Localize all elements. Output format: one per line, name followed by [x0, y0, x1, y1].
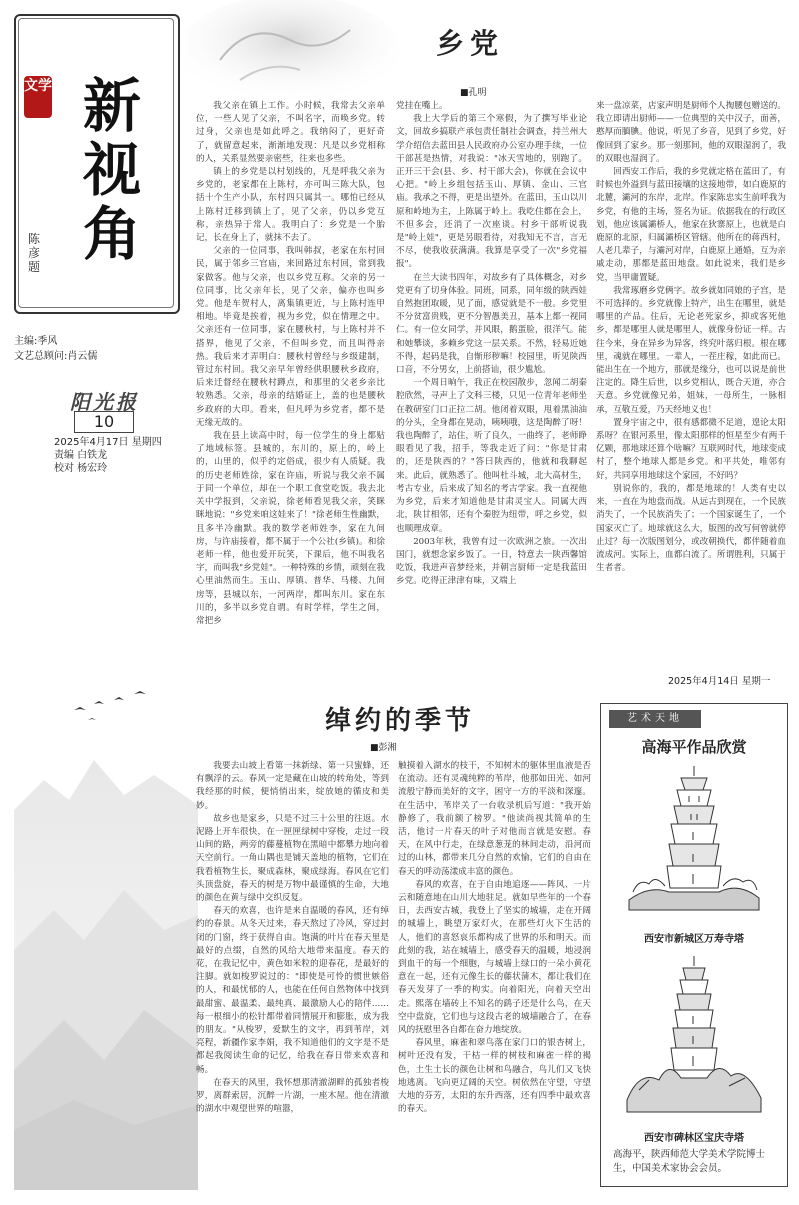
paragraph: 我父亲在镇上工作。小时候，我常去父亲单位，一些人见了父亲，不叫名字，而唤乡党。转过身，父亲也是如此呼之。我纳闷了，更好奇了，就留意起来，渐渐地发现：凡是以乡党相称的人，关系显然要亲密些，往来也多些。 — [196, 101, 385, 164]
paragraph: 春风里，麻雀和翠鸟落在家门口的银杏树上，树叶还没有发，干枯一样的树枝和麻雀一样的褐色，土生土长的颜色让树和鸟融合，鸟儿们又飞快地逃离。飞向更辽阔的天空。树依然在守望，守望大地的芬芳，太阳的东升西落，还有四季中最欢喜的春天。 — [398, 1038, 591, 1115]
paragraph: 党挂在嘴上。 — [396, 101, 448, 111]
article-title: 绰约的季节 — [324, 706, 475, 736]
article-author: ■孔明 — [460, 88, 487, 98]
paragraph: 2003年秋，我曾有过一次欧洲之旅。一次出国门，就想念家乡饭了。一日，特意去一陕西馨馆吃饭，我进声音梦经来，并朝言厨师一定是我蓝田乡党。吃得正津津有味，又端上 — [396, 536, 587, 587]
section-title: 新视角 — [82, 72, 143, 268]
paragraph: 来一盘凉菜，店家声明是厨师个人掏腰包赠送的。我立即请出厨师——一位典型的关中汉子，面善，憨厚而腼腆。他说，听见了乡音，见到了乡党，好像回到了家乡。那一刻那间，他的双眼湿润了，我的双眼也湿润了。 — [596, 101, 786, 164]
section-tag: 文学 — [24, 76, 52, 118]
duty-editor: 责编 白铁龙 — [54, 450, 108, 461]
paragraph: 一个周日晌午，我正在校园散步，忽闻二胡秦腔欣然，寻声上了文科三楼，只见一位青年老师坐在教研室门口正拉二胡。他闭着双眼，甩着黑油油的分头，全身都在晃动，咦咦哦，这是陶醉了呀！我也陶醉了，站住，听了良久，一曲终了，老师睁眼看见了我，招手，等我走近了问："你是甘肃的，还是陕西的？"答曰陕西的，他就和我聊起来。此后，就熟悉了。他叫杜斗城，北大高材生，考古专业，后来成了知名的考古学家。我一直视他为乡党，后来才知道他是甘肃灵宝人。同属大西北，陕甘相邻，还有个秦腔为纽带，呼之乡党，似也顺理成章。 — [396, 378, 587, 534]
paragraph: 置身宇宙之中，很有感都微不足道，遑论太阳系呀？在银河系里，像太阳那样的恒星至少有两千亿颗，那地球还算个啥嘛？互联网时代，地球变成村了，整个地球人都是乡党。和平共处，唯邻有好，共同享用地球这个家园，不好吗？ — [596, 417, 786, 481]
paragraph: 我上大学后的第三个寒假，为了撰写毕业论文，回故乡搞联产承包责任制社会调查，持兰州大学介绍信去蓝田县人民政府办公室办理手续，一位干部甚是热情，对我说："冰天雪地的，别跑了。正开三干会(县、乡、村干部大会)，你就在会议中心把。"岭上乡组包括玉山、厚镇、金山、三官庙。我承之不得，更是出望外。在蓝田，玉山以川原和岭地为主，上陈属于岭上。我吃住都在会上，不但多会，还消了一次座谈。村乡干部听说我是"岭上娃"，更是另眼看待，对我知无不言，言无不尽，使我收获满满。我算是享受了一次"乡党福报"。 — [396, 114, 587, 270]
art-corner-tag: 艺术天地 — [609, 710, 701, 728]
article-column — [396, 100, 587, 680]
paragraph: 在春天的风里，我怀想那清澈湖畔的孤独者梭罗，离群索居，沉醉一片湖，一座木屋。他在清澈的湖水中观望世界的喧嚣， — [196, 1077, 389, 1115]
proofreader: 校对 杨宏玲 — [54, 463, 108, 474]
article-column — [196, 760, 389, 1185]
paragraph: 故乡也是家乡，只是不过三十公里的往返。水泥路上开车很快，在一匣匣绿树中穿梭，走过一段山间的路，两旁的藤蔓植物在黑暗中都攀力地向着天空前行。一角山隅也是铺天盖地的植物，它们在我看植物生长，聚成森林，聚成绿海。春风在它们头顶盘旋，春天的树是万物中最谨慎的生命，大地的颜色在黄与绿中交织反复。 — [196, 813, 389, 904]
article-date: 2025年4月14日 星期一 — [668, 676, 771, 687]
paragraph: 我要去山坡上看第一抹新绿、第一只蜜蜂，还有飘浮的云。春风一定是藏在山坡的转角处，等到我经那的时候，便悄悄出来，绽放她的循皮和美妙。 — [196, 761, 389, 811]
paragraph: 我在县上读高中时，每一位学生的身上都贴了地域标签。县城的，东川的，原上的，岭上的，山里的，似乎约定俗成，很少有人质疑。我的历史老师姓徐，家在许庙，听说与我父亲不属于同一个单位，却在一个职工食堂吃饭。我去北关中学报到，父亲说，徐老师看见我父亲，笑眯眯地说："乡党来咱这娃来了！"徐老师生性幽默，且多半冷幽默。我的数学老师姓李，家在九间房，与许庙接着，都不属于一个公社(乡镇)。和徐老师一样，他也爱开玩笑，下课后，他不叫我名字，而叫我"乡党娃"。一种特殊的乡情，顽刻在我心里油然而生。玉山、厚镇、普华、马楼、九间房等，县城以东，一河两岸，都叫东川。家在东川的，多半以乡党自谓。有时学样，学生之间，常把乡 — [196, 431, 385, 626]
article-author: ■彭湘 — [370, 743, 397, 753]
paragraph: 镇上的乡党是以村划线的，凡是呼我父亲为乡党的，老家都在上陈村，亦可叫三陈大队，包括十个生产小队，东村四只属其一。哪怕已经从上陈村迁移到镇上了，见了父亲，仍以乡党互称，亲热异于常人。我明白了：乡党是一个胎记，长在身上了，就抹不去了。 — [196, 167, 385, 244]
newspaper-name: 阳光报 — [70, 390, 139, 414]
article-column — [596, 100, 786, 582]
pagoda-sketch-1 — [619, 760, 769, 925]
mountain-landscape-decoration — [14, 690, 198, 1190]
art-corner-box — [600, 703, 788, 1187]
issue-info — [54, 436, 180, 475]
paragraph: 回西安工作后，我的乡党就定格在蓝田了，有时候也外溢到与蓝田接壤的这接地带，如白鹿原的北麓，灞河的东岸，北岸。作家陈忠实生前呼我为乡党，有他的主场，签名为证。依据我在的行政区划，他应该属灞桥人，他家在狄寨原上，也就是白鹿原的北原，归属灞桥区管辖。他所在的蒋西村，人老几辈子，与灞河对岸，白鹿原上通婚，互为亲戚走动，那都是蓝田地盘。如此说来，我们是乡党，当甲庸置疑。 — [596, 167, 786, 283]
chief-editor: 主编:季风 — [14, 336, 58, 347]
paragraph: 父亲的一位同事，我叫韩叔，老家在东村回民，属于邻乡三官庙，来回路过东村回，常到我家做客。他与父亲，也以乡党互称。父亲的另一位同事，比父亲年长，见了父亲，偏亦也叫乡党。他是车贺村人，离集镇更近，与上陈村连甲相地。毕竟是挨着，视为乡党，似在情理之中。父亲还有一位同事，家在腰秋村，与上陈村并不搭界，他见了父亲，不但叫乡党，而且叫得亲热。我后来才弄明白：腰秋村曾经与乡级建制，管过东村回。我父亲早年曾经供职腰秋乡政府，后来迁督经在腰秋村蹲点，和那里的父老乡亲比较熟悉。父亲，母亲的结婚证上，盖的也是腰秋乡政府的大印。看来，但凡呼为乡党者，都不是无缘无故的。 — [196, 246, 385, 428]
calligraphy-signature: 陈彦题 — [28, 232, 41, 274]
artwork-caption: 西安市碑林区宝庆寺塔 — [644, 1133, 744, 1144]
article-column — [398, 760, 591, 1190]
pagoda-sketch-2 — [619, 950, 769, 1125]
artist-info: 高海平，陕西师范大学美术学院博士生，中国美术家协会会员。 — [613, 1149, 766, 1174]
paragraph: 在兰大读书四年，对故乡有了具体概念，对乡党更有了切身体验。同班，同系，同年级的陕西娃自然抱团取暖，见了面，感觉就是不一般。乡党里不分贫富贵贱，更不分智愚美丑，基本上都一视同仁。有一位女同学，并风眼，鹅蛋脸，很洋气。能和她攀谈，多赖乡党这一层关系。不然，轻易近她不得，起码是我，自惭形秽嘛！校园里，听见陕西口音，不分男女，上前搭讪，很少尴尬。 — [396, 272, 587, 376]
paragraph: 春风的欢喜，在于自由地追逐——阵风、一片云和随意地在山川大地驻足。就如早些年的一个春日，去西安古城，我登上了坚实的城墙，走在开阔的城墙上，眺望万家灯火，在那些灯火下生活的人，他们的喜怒哀乐都构成了世界的乐和明天。而此刻的我，站在城墙上，感受春天的温暖，地浸润到血干的每一个细胞，与城墙上绿口的一朵小黄花意在一起，还有元像生长的藤状蒲木，都让我们在春天发芽了一季的枸实。向着阳光，向着天空出走。熙落在墙砖上不知名的鹞子还是什么鸟，在天空中盘旋，它们也与这段古老的城墙融合了，在春风的抚慰里各自都在奋力地绽放。 — [398, 879, 591, 1036]
paragraph: 触摸着入湖水的枝干，不知树木的躯体里血液是否在流动。还有灵魂纯粹的苇岸，他那如田光、如河流般宁静而美好的文字，困守一方的平淡和深邃。在生活中，苇岸关了一台收录机后写道："我开始静修了，我前额了榜罗。"他读尚视其简单的生活，他讨一片春天的叶子对他而言就是安慰。春天，在风中行走，在绿意葱茏的林间走动，沿河而过的山林，都带来几分自然的欢愉，它们的自由在春天的呼动荡漾成丰富的颜色。 — [398, 761, 591, 877]
paragraph: 春天的欢喜，也许是来自温暖的春风，还有绰约的春景。从冬天过来，春天熬过了冷风，穿过封闭的门窗，终于获得自由。饱满的叶片在春天里是最好的点缀，自然的风给大地带来温度。春天的花，在我记忆中，黄色如米粒的迎春花，是最好的注脚。就如梭罗说过的："即使是可怜的惯世嫉俗的人，和最忧郁的人，也能在任何自然物体中找到最甜蜜、最温柔、最纯真、最激励人心的陪伴……每一根细小的松针都带着同情展开和膨胀，成为我的朋友。"从梭罗，爱默生的文字，再到苇岸，刘亮程，新疆作家李娟，我不知道他们的文字是不是都起我阅读生命的记忆，给我在春日带来欢喜和畅。 — [196, 906, 389, 1075]
issue-date: 2025年4月17日 星期四 — [54, 437, 162, 448]
article-column — [196, 100, 385, 662]
paragraph: 别说你的，我的，都是地球的！人类有史以来，一直在为地盘而战。从远古到现在，一个民族消失了，一个民族消失了；一个国家诞生了，一个国家灭亡了。地球就这么大，版图的改写何曾就停止过？每一次版图划分，或改朝换代，都伴随着血流成河。实际上，血都白流了。所谓胜利，只属于生者者。 — [596, 483, 786, 574]
masthead-editors — [14, 334, 180, 364]
artwork-caption: 西安市新城区万寿寺塔 — [644, 934, 744, 945]
paragraph: 我常琢磨乡党俩字。故乡就如同娘的子宫，是不可选择的。乡党就像上特产，出生在哪里，就是哪里的产品。住后，无论老死家乡，抑或客死他乡，都是哪里人就是哪里人，就像身份证一样。古往今来，身在异乡为异客，终究叶落归根。根在哪里，魂就在哪里。一辈人，一茬庄稼，如此而已。能出生在一个地方，那就是缘分，也可以说是前世注定的。降生后世，以乡党相认，既合天道，亦合天意。乡党就像兄弟，姐妹，一母所生，一脉相承，互敬互爱，乃天经地义也！ — [596, 285, 786, 415]
art-advisor: 文艺总顾问:肖云儒 — [14, 351, 98, 362]
page-number: 10 — [74, 411, 134, 433]
article-title: 乡党 — [435, 27, 504, 60]
art-corner-title: 高海平作品欣赏 — [641, 738, 747, 756]
masthead — [14, 14, 184, 484]
